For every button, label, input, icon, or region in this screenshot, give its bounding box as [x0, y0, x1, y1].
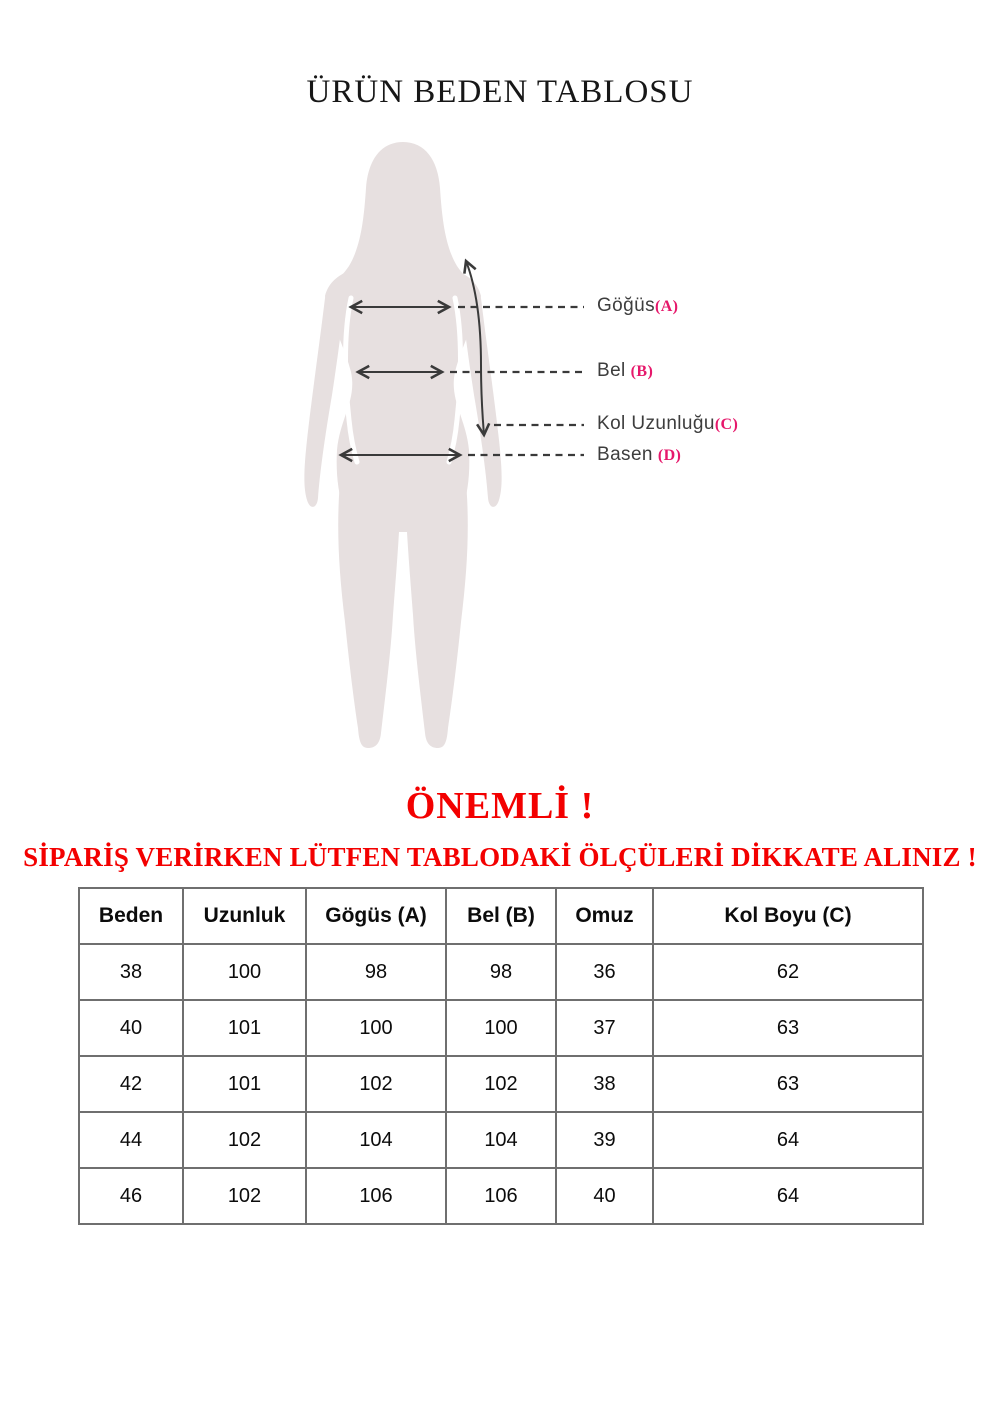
measure-label-hip	[597, 444, 681, 466]
table-cell: 39	[556, 1112, 653, 1168]
table-cell: 62	[653, 944, 923, 1000]
table-cell: 98	[446, 944, 556, 1000]
measure-label-text: Basen	[597, 444, 653, 465]
table-cell: 36	[556, 944, 653, 1000]
table-cell: 42	[79, 1056, 183, 1112]
table-cell: 104	[306, 1112, 446, 1168]
size-table-header-row	[79, 888, 923, 944]
table-row	[79, 944, 923, 1000]
table-cell: 100	[446, 1000, 556, 1056]
table-cell: 106	[306, 1168, 446, 1224]
measure-label-text: Göğüs	[597, 295, 655, 316]
table-row	[79, 1056, 923, 1112]
size-table-body	[79, 944, 923, 1224]
table-cell: 100	[183, 944, 306, 1000]
page-title: ÜRÜN BEDEN TABLOSU	[306, 74, 694, 110]
table-cell: 102	[183, 1168, 306, 1224]
measure-label-code: (C)	[714, 416, 739, 433]
table-header-cell: Uzunluk	[183, 888, 306, 944]
table-row	[79, 1112, 923, 1168]
table-cell: 44	[79, 1112, 183, 1168]
table-cell: 63	[653, 1000, 923, 1056]
table-cell: 64	[653, 1112, 923, 1168]
table-cell: 40	[556, 1168, 653, 1224]
table-cell: 63	[653, 1056, 923, 1112]
measure-label-text: Bel	[597, 360, 626, 381]
table-cell: 101	[183, 1000, 306, 1056]
table-cell: 106	[446, 1168, 556, 1224]
warning-text: SİPARİŞ VERİRKEN LÜTFEN TABLODAKİ ÖLÇÜLERİ DİKKATE ALINIZ !	[23, 842, 977, 872]
table-row	[79, 1000, 923, 1056]
table-cell: 38	[79, 944, 183, 1000]
table-cell: 98	[306, 944, 446, 1000]
table-header-cell: Kol Boyu (C)	[653, 888, 923, 944]
table-cell: 100	[306, 1000, 446, 1056]
table-cell: 64	[653, 1168, 923, 1224]
measure-label-text: Kol Uzunluğu	[597, 413, 715, 434]
table-cell: 102	[183, 1112, 306, 1168]
table-cell: 46	[79, 1168, 183, 1224]
measure-label-chest	[597, 295, 678, 317]
female-silhouette	[304, 142, 501, 748]
table-cell: 101	[183, 1056, 306, 1112]
table-header-cell: Beden	[79, 888, 183, 944]
table-row	[79, 1168, 923, 1224]
table-cell: 38	[556, 1056, 653, 1112]
table-header-cell: Gögüs (A)	[306, 888, 446, 944]
table-cell: 102	[306, 1056, 446, 1112]
measure-label-code: (D)	[657, 447, 682, 464]
table-cell: 37	[556, 1000, 653, 1056]
body-measurement-diagram	[270, 130, 610, 780]
table-cell: 102	[446, 1056, 556, 1112]
table-cell: 40	[79, 1000, 183, 1056]
table-header-cell: Omuz	[556, 888, 653, 944]
table-header-cell: Bel (B)	[446, 888, 556, 944]
table-cell: 104	[446, 1112, 556, 1168]
measure-label-arm-length	[597, 413, 738, 435]
measure-label-code: (B)	[630, 363, 654, 380]
size-table	[78, 887, 924, 1225]
measure-label-code: (A)	[654, 298, 679, 315]
important-heading: ÖNEMLİ !	[405, 785, 595, 827]
measure-label-waist	[597, 360, 653, 382]
